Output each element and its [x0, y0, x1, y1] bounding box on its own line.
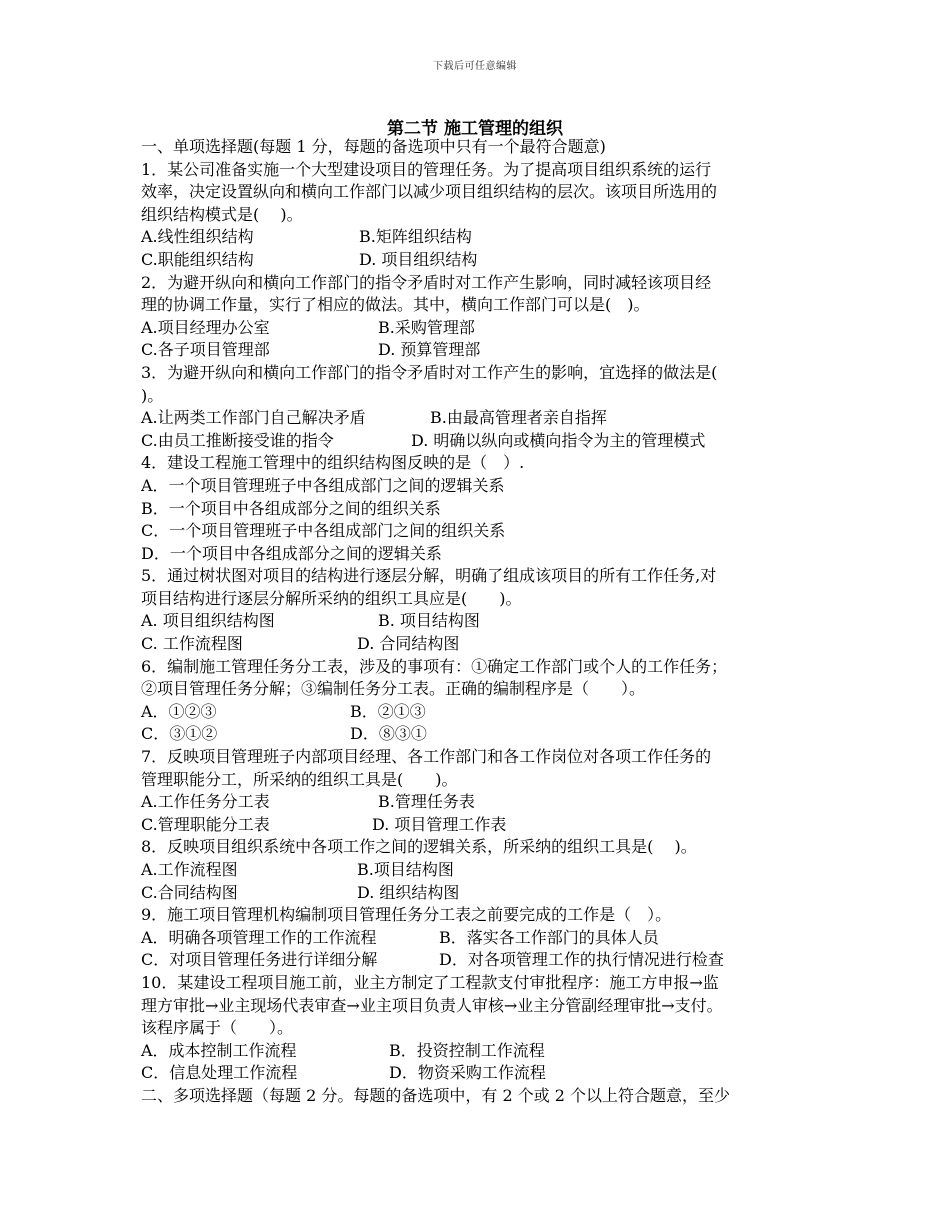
option-row — [141, 814, 831, 837]
question-text-line: 该程序属于（ ）。 — [141, 1018, 294, 1038]
question-text-line: 4．建设工程施工管理中的组织结构图反映的是（ ）. — [141, 453, 525, 473]
option-b: B.由最高管理者亲自指挥 — [430, 408, 607, 428]
document-body — [141, 136, 831, 1108]
option-c: C．一个项目管理班子中各组成部门之间的组织关系 — [141, 521, 506, 541]
question-5 — [141, 565, 831, 655]
option-b: B．落实各工作部门的具体人员 — [439, 927, 659, 947]
option-a: A.让两类工作部门自己解决矛盾 — [141, 408, 366, 428]
question-3 — [141, 362, 831, 452]
option-d: D. 合同结构图 — [357, 634, 460, 654]
option-a: A.工作任务分工表 — [141, 792, 270, 812]
option-row — [141, 226, 831, 249]
option-d: D．⑧③① — [350, 724, 427, 744]
question-10 — [141, 972, 831, 1085]
option-c: C.管理职能分工表 — [141, 814, 270, 834]
question-2 — [141, 272, 831, 362]
question-text-line: 项目结构进行逐层分解所采纳的组织工具应是( )。 — [141, 588, 522, 608]
question-text-line: 1．某公司准备实施一个大型建设项目的管理任务。为了提高项目组织系统的运行 — [141, 159, 712, 179]
question-text-line: 理的协调工作量，实行了相应的做法。其中，横向工作部门可以是( )。 — [141, 295, 650, 315]
option-c: C. 工作流程图 — [141, 634, 243, 654]
option-d: D. 明确以纵向或横向指令为主的管理模式 — [411, 430, 706, 450]
option-a: A. 项目组织结构图 — [141, 611, 275, 631]
option-c: C．信息处理工作流程 — [141, 1063, 298, 1083]
question-text-line: 3．为避开纵向和横向工作部门的指令矛盾时对工作产生的影响，宜选择的做法是( — [141, 362, 718, 382]
option-c: C.合同结构图 — [141, 882, 238, 902]
option-row — [141, 633, 831, 656]
option-a: A．成本控制工作流程 — [141, 1040, 297, 1060]
option-row — [141, 949, 831, 972]
question-text-line: 组织结构模式是( )。 — [141, 204, 303, 224]
option-b: B. 项目结构图 — [378, 611, 480, 631]
option-row — [141, 610, 831, 633]
option-a: A.工作流程图 — [141, 860, 238, 879]
question-text-line: ②项目管理任务分解；③编制任务分工表。正确的编制程序是（ ）。 — [141, 679, 646, 699]
question-text-line: 管理职能分工，所采纳的组织工具是( )。 — [141, 769, 458, 789]
section2-heading: 二、多项选择题（每题 2 分。每题的备选项中，有 2 个或 2 个以上符合题意，至少 — [141, 1085, 731, 1105]
question-1 — [141, 159, 831, 272]
question-text-line: 10．某建设工程项目施工前，业主方制定了工程款支付审批程序：施工方申报→监 — [141, 972, 719, 992]
option-a: A.线性组织结构 — [141, 227, 254, 247]
option-d: D. 项目组织结构 — [359, 249, 478, 269]
question-4 — [141, 452, 831, 565]
option-b: B．一个项目中各组成部分之间的组织关系 — [141, 498, 441, 518]
option-a: A．①②③ — [141, 701, 217, 721]
option-d: D．一个项目中各组成部分之间的逻辑关系 — [141, 543, 442, 563]
option-b: B.矩阵组织结构 — [359, 227, 472, 247]
option-c: C．对项目管理任务进行详细分解 — [141, 950, 378, 970]
question-text-line: 9．施工项目管理机构编制项目管理任务分工表之前要完成的工作是（ ）。 — [141, 905, 672, 925]
option-b: B.管理任务表 — [378, 792, 475, 812]
option-row — [141, 791, 831, 814]
option-d: D. 预算管理部 — [378, 340, 481, 360]
option-row — [141, 701, 831, 724]
page-header: 下载后可任意编辑 — [433, 61, 517, 72]
option-d: D. 组织结构图 — [357, 882, 460, 902]
option-d: D. 项目管理工作表 — [372, 814, 507, 834]
option-b: B.采购管理部 — [378, 317, 475, 337]
option-d: D．对各项管理工作的执行情况进行检查 — [439, 950, 724, 970]
option-c: C．③①② — [141, 724, 218, 744]
section-title: 第二节 施工管理的组织 — [387, 119, 563, 139]
option-row — [141, 317, 831, 340]
question-7 — [141, 746, 831, 836]
question-9 — [141, 904, 831, 972]
question-text-line: 理方审批→业主现场代表审查→业主项目负责人审核→业主分管副经理审批→支付。 — [141, 995, 723, 1015]
question-text-line: 2．为避开纵向和横向工作部门的指令矛盾时对工作产生影响，同时减轻该项目经 — [141, 272, 712, 292]
question-6 — [141, 656, 831, 746]
option-row — [141, 882, 831, 905]
option-a: A.项目经理办公室 — [141, 317, 270, 337]
option-row — [141, 1062, 831, 1085]
question-text-line: 7．反映项目管理班子内部项目经理、各工作部门和各工作岗位对各项工作任务的 — [141, 747, 712, 767]
question-text-line: 8．反映项目组织系统中各项工作之间的逻辑关系，所采纳的组织工具是( )。 — [141, 837, 697, 857]
option-row — [141, 339, 831, 362]
option-row — [141, 407, 831, 430]
option-c: C.由员工推断接受谁的指令 — [141, 430, 334, 450]
option-row — [141, 859, 831, 882]
option-b: B．②①③ — [350, 701, 426, 721]
option-b: B.项目结构图 — [357, 860, 454, 879]
option-a: A．明确各项管理工作的工作流程 — [141, 927, 377, 947]
question-8 — [141, 836, 831, 904]
question-text-line: 5．通过树状图对项目的结构进行逐层分解，明确了组成该项目的所有工作任务,对 — [141, 566, 717, 586]
option-row — [141, 927, 831, 950]
option-row — [141, 249, 831, 272]
option-d: D．物资采购工作流程 — [389, 1063, 546, 1083]
option-row — [141, 723, 831, 746]
option-row — [141, 430, 831, 453]
option-c: C.职能组织结构 — [141, 249, 254, 269]
option-row — [141, 1040, 831, 1063]
option-a: A．一个项目管理班子中各组成部门之间的逻辑关系 — [141, 475, 505, 495]
section1-heading: 一、单项选择题(每题 1 分，每题的备选项中只有一个最符合题意) — [141, 137, 606, 156]
question-text-line: 6．编制施工管理任务分工表，涉及的事项有：①确定工作部门或个人的工作任务； — [141, 656, 728, 676]
option-b: B．投资控制工作流程 — [389, 1040, 545, 1060]
question-text-line: )。 — [141, 385, 164, 405]
option-c: C.各子项目管理部 — [141, 340, 270, 360]
question-text-line: 效率，决定设置纵向和横向工作部门以减少项目组织结构的层次。该项目所选用的 — [141, 182, 718, 202]
